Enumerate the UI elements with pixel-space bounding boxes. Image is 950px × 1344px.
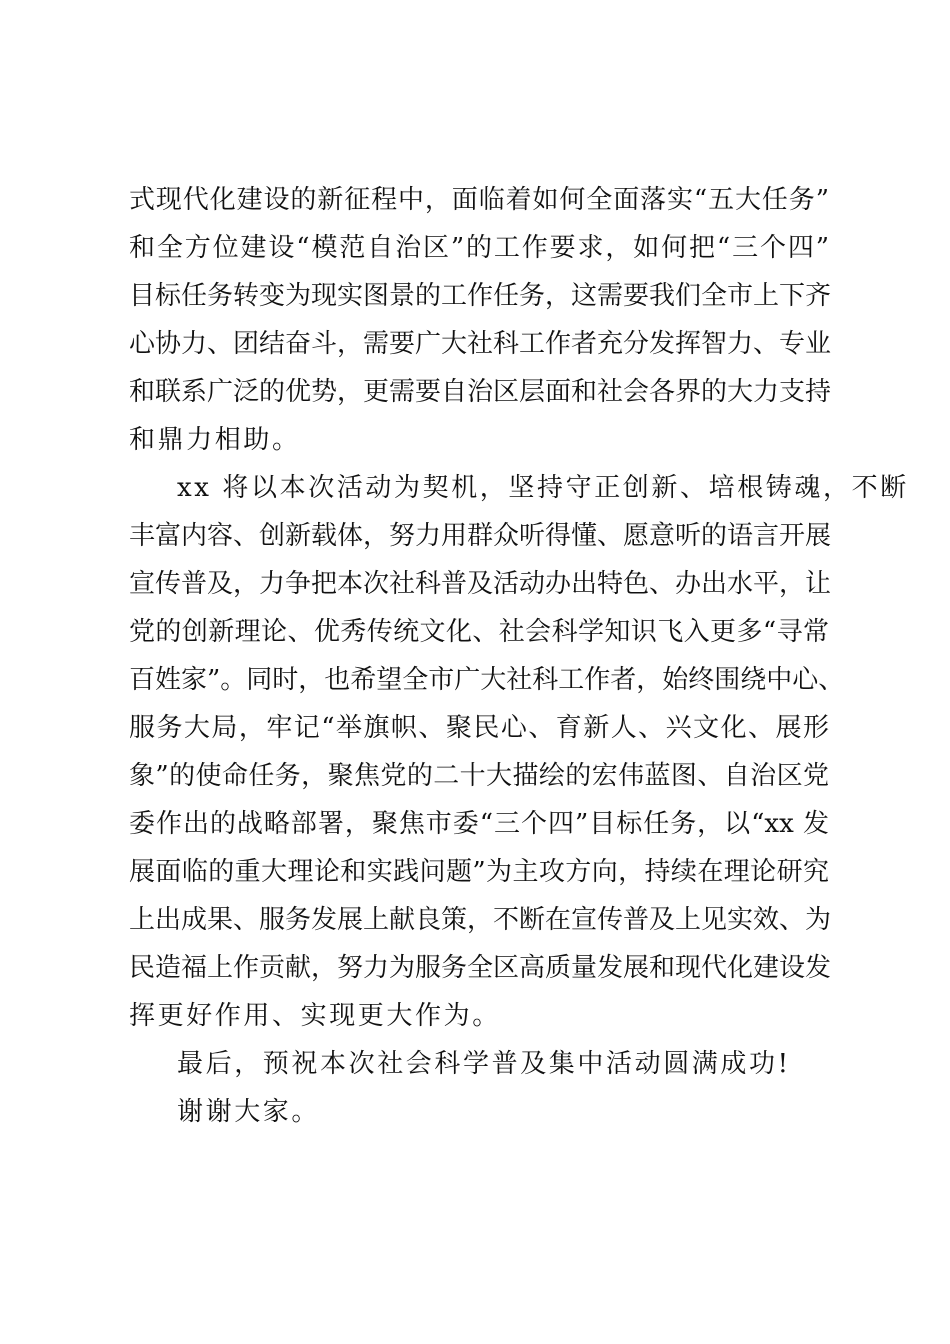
text-line: 展面临的重大理论和实践问题”为主攻方向，持续在理论研究 (129, 857, 829, 887)
text-line: 服务大局，牢记“举旗帜、聚民心、育新人、兴文化、展形 (129, 713, 829, 743)
paragraph-first-line: xx 将以本次活动为契机，坚持守正创新、培根铸魂，不断 (177, 473, 909, 503)
text-line: 宣传普及，力争把本次社科普及活动办出特色、办出水平，让 (129, 569, 832, 599)
text-line: 和全方位建设“模范自治区”的工作要求，如何把“三个四” (129, 233, 829, 263)
text-line: 丰富内容、创新载体，努力用群众听得懂、愿意听的语言开展 (129, 521, 832, 551)
body-text (129, 176, 909, 1136)
text-line: 心协力、团结奋斗，需要广大社科工作者充分发挥智力、专业 (129, 329, 832, 359)
text-line: 上出成果、服务发展上献良策，不断在宣传普及上见实效、为 (129, 905, 832, 935)
text-line: 委作出的战略部署，聚焦市委“三个四”目标任务，以“xx 发 (129, 809, 829, 839)
text-line: 和联系广泛的优势，更需要自治区层面和社会各界的大力支持 (129, 377, 832, 407)
text-line: 百姓家”。同时，也希望全市广大社科工作者，始终围绕中心、 (129, 665, 845, 695)
text-line: 和鼎力相助。 (129, 425, 301, 455)
text-line: 象”的使命任务，聚焦党的二十大描绘的宏伟蓝图、自治区党 (129, 761, 829, 791)
closing-thanks: 谢谢大家。 (177, 1097, 321, 1127)
text-line: 目标任务转变为现实图景的工作任务，这需要我们全市上下齐 (129, 281, 832, 311)
text-line: 式现代化建设的新征程中，面临着如何全面落实“五大任务” (129, 185, 829, 215)
closing-wish: 最后，预祝本次社会科学普及集中活动圆满成功! (177, 1049, 791, 1079)
text-line: 民造福上作贡献，努力为服务全区高质量发展和现代化建设发 (129, 953, 832, 983)
text-line: 挥更好作用、实现更大作为。 (129, 1001, 501, 1031)
text-line: 党的创新理论、优秀传统文化、社会科学知识飞入更多“寻常 (129, 617, 829, 647)
